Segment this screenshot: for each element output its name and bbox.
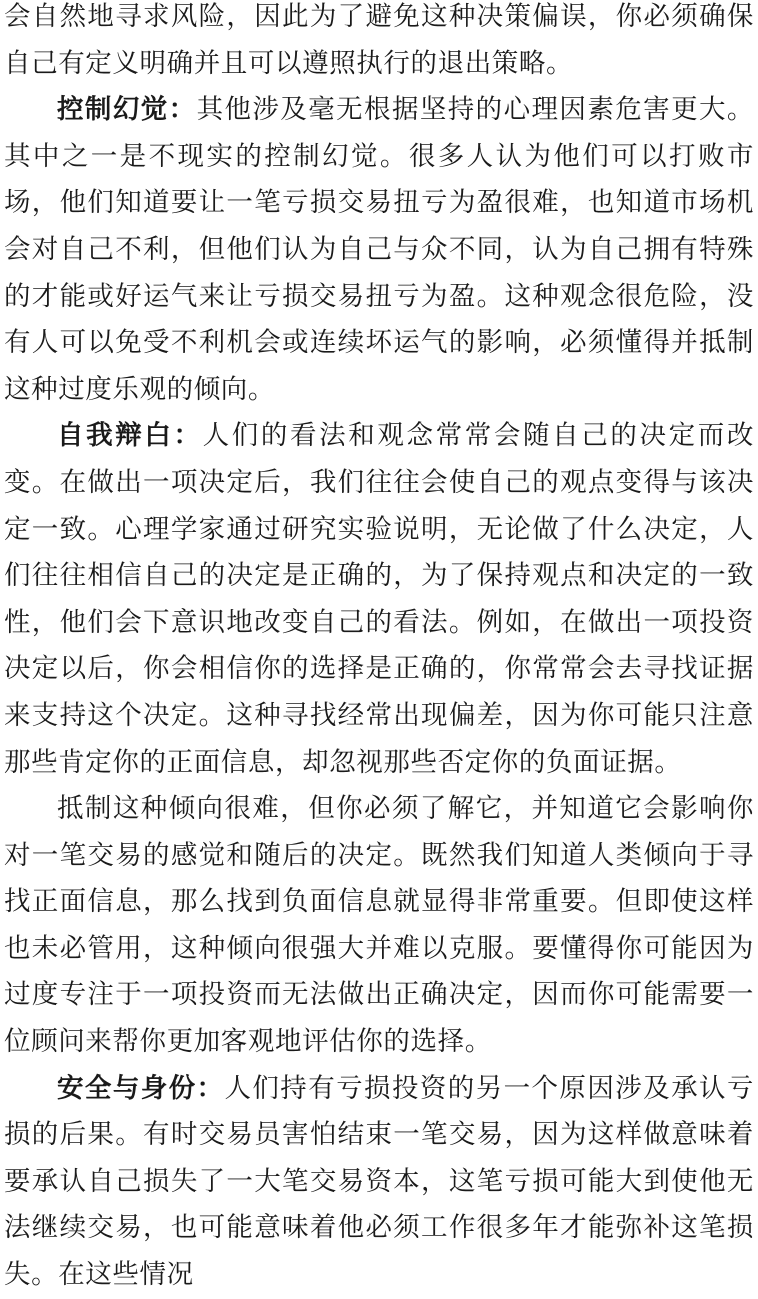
term-self-justification: 自我辩白： (57, 420, 203, 452)
paragraph-text: 人们的看法和观念常常会随自己的决定而改变。在做出一项决定后，我们往往会使自己的观点变得与该决定一致。心理学家通过研究实验说明，无论做了什么决定，人们往往相信自己的决定是正确的，为了保持观点和决定的一致性，他们会下意识地改变自己的看法。例如，在做出一项投资决定以后，你会相信你的选择是正确的，你常常会去寻找证据来支持这个决定。这种寻找经常出现偏差，因为你可能只注意那些肯定你的正面信息，却忽视那些否定你的负面证据。 (4, 420, 755, 778)
paragraph-text: 人们持有亏损投资的另一个原因涉及承认亏损的后果。有时交易员害怕结束一笔交易，因为这样做意味着要承认自己损失了一大笔交易资本，这笔亏损可能大到使他无法继续交易，也可能意味着他必须工作很多年才能弥补这笔损失。在这些情况 (4, 1072, 754, 1291)
paragraph-text: 抵制这种倾向很难，但你必须了解它，并知道它会影响你对一笔交易的感觉和随后的决定。既然我们知道人类倾向于寻找正面信息，那么找到负面信息就显得非常重要。但即使这样也未必管用，这种倾向很强大并难以克服。要懂得你可能因为过度专注于一项投资而无法做出正确决定，因而你可能需要一位顾问来帮你更加客观地评估你的选择。 (4, 793, 754, 1058)
paragraph-continuation (4, 0, 754, 87)
term-illusion-of-control: 控制幻觉： (57, 94, 197, 126)
paragraph-illusion-of-control (4, 87, 754, 413)
term-security-and-identity: 安全与身份： (57, 1072, 225, 1104)
paragraph-text: 其他涉及毫无根据坚持的心理因素危害更大。其中之一是不现实的控制幻觉。很多人认为他们可以打败市场，他们知道要让一笔亏损交易扭亏为盈很难，也知道市场机会对自己不利，但他们认为自己与众不同，认为自己拥有特殊的才能或好运气来让亏损交易扭亏为盈。这种观念很危险，没有人可以免受不利机会或连续坏运气的影响，必须懂得并抵制这种过度乐观的倾向。 (4, 94, 754, 405)
paragraph-text: 会自然地寻求风险，因此为了避免这种决策偏误，你必须确保自己有定义明确并且可以遵照执行的退出策略。 (4, 1, 754, 79)
paragraph-self-justification (4, 413, 754, 786)
paragraph-resisting-tendency (4, 786, 754, 1066)
paragraph-security-and-identity (4, 1066, 754, 1299)
